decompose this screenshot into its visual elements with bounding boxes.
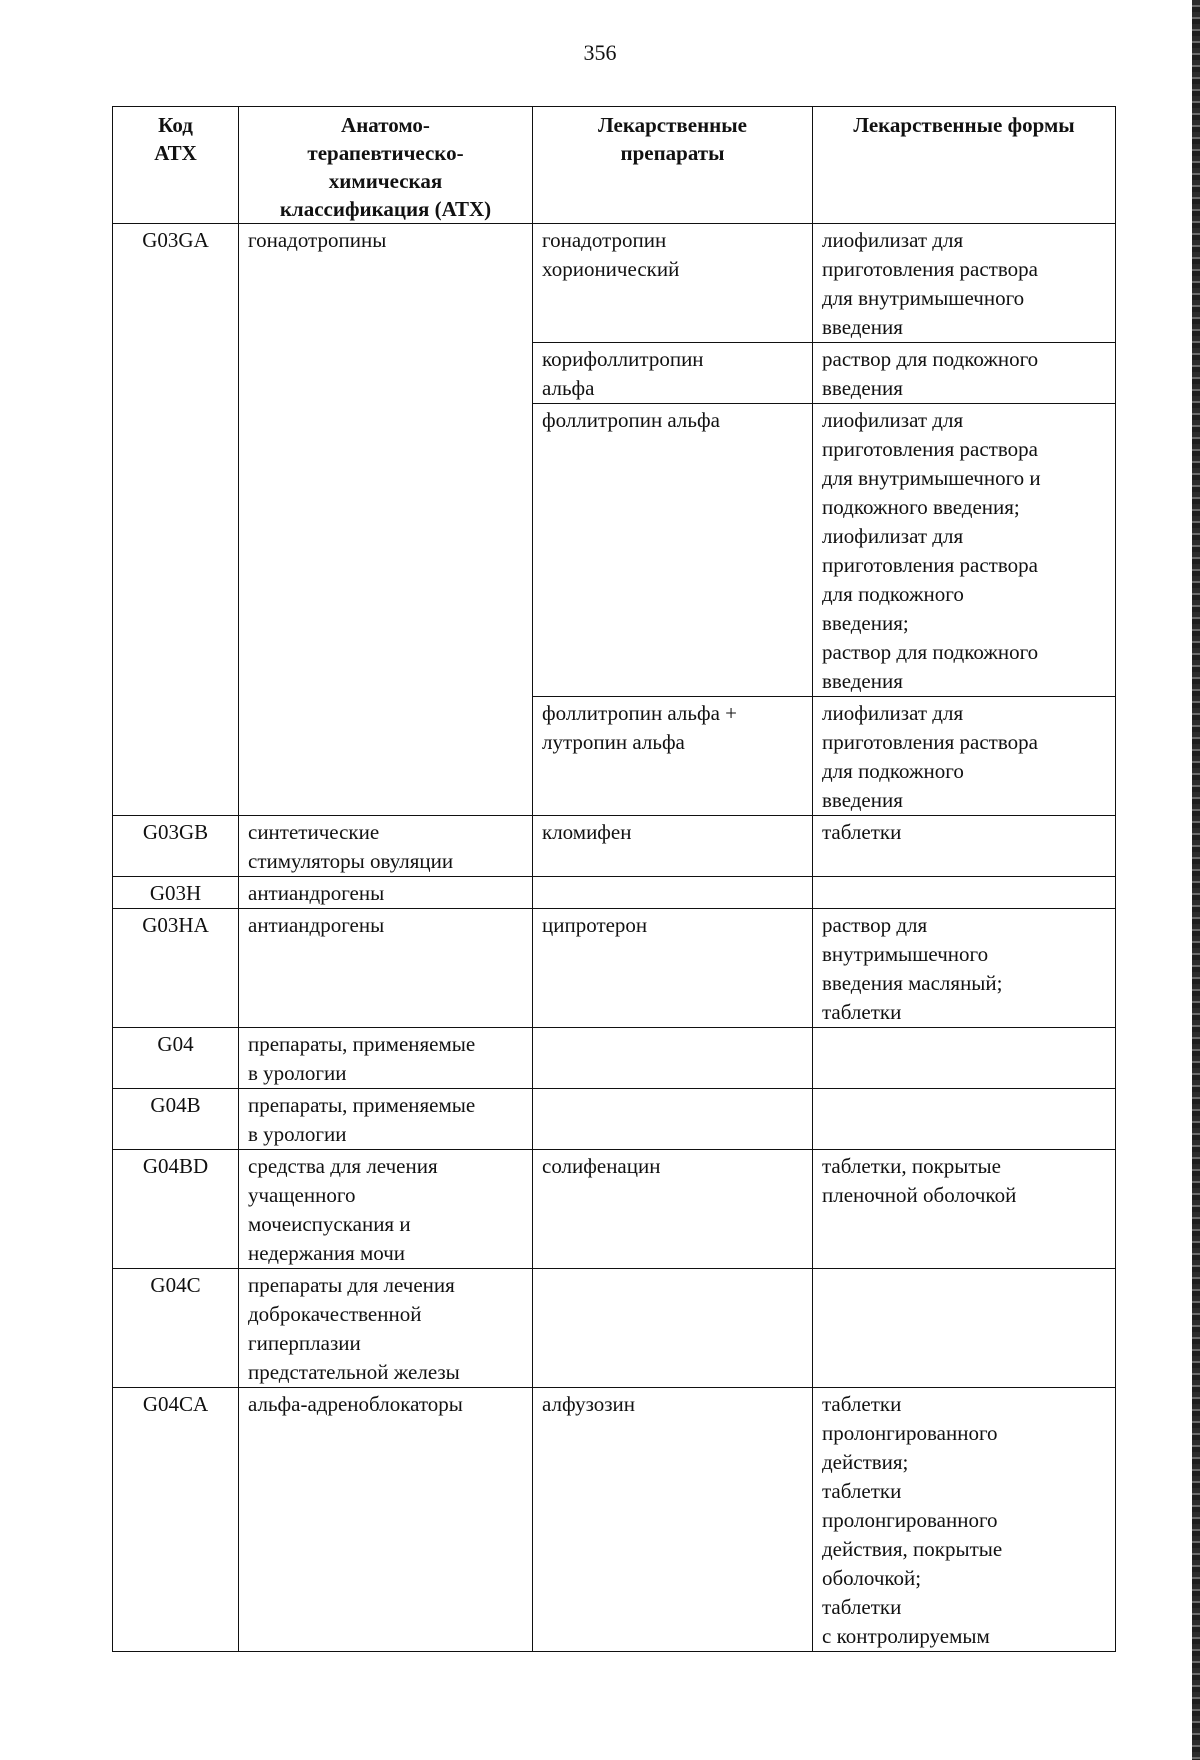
atc-code: G04BD	[113, 1150, 239, 1269]
atc-classification: препараты, применяемые в урологии	[239, 1028, 533, 1089]
drug-form: раствор для подкожного введения	[813, 343, 1116, 404]
table-row	[113, 1388, 1116, 1652]
drug-form: лиофилизат для приготовления раствора для подкожного введения	[813, 697, 1116, 816]
atc-code: G04C	[113, 1269, 239, 1388]
table-row	[113, 1269, 1116, 1388]
drug-name: корифоллитропин альфа	[533, 343, 813, 404]
drug-name: гонадотропин хорионический	[533, 224, 813, 343]
drug-form: таблетки, покрытые пленочной оболочкой	[813, 1150, 1116, 1269]
drug-form: таблетки	[813, 816, 1116, 877]
table-row	[113, 816, 1116, 877]
drug-name: фоллитропин альфа	[533, 404, 813, 697]
page-number: 356	[583, 40, 617, 65]
drug-form: лиофилизат для приготовления раствора для внутримышечного введения	[813, 224, 1116, 343]
table-row	[113, 1028, 1116, 1089]
drug-form: лиофилизат для приготовления раствора для внутримышечного и подкожного введения; лиофилизат для приготовления раствора для подкожного введения; раствор для подкожного введения	[813, 404, 1116, 697]
atc-code: G03GB	[113, 816, 239, 877]
atc-drug-table	[112, 106, 1116, 1652]
drug-name: фоллитропин альфа + лутропин альфа	[533, 697, 813, 816]
drug-name	[533, 877, 813, 909]
atc-code: G03H	[113, 877, 239, 909]
drug-name: кломифен	[533, 816, 813, 877]
drug-form	[813, 1269, 1116, 1388]
atc-classification: препараты для лечения доброкачественной гиперплазии предстательной железы	[239, 1269, 533, 1388]
atc-classification: синтетические стимуляторы овуляции	[239, 816, 533, 877]
atc-classification: антиандрогены	[239, 877, 533, 909]
header-drugs: Лекарственные препараты	[533, 107, 813, 224]
drug-form	[813, 1089, 1116, 1150]
atc-code: G04CA	[113, 1388, 239, 1652]
table-header-row	[113, 107, 1116, 224]
drug-name	[533, 1028, 813, 1089]
table-row	[113, 1089, 1116, 1150]
atc-classification: средства для лечения учащенного мочеиспускания и недержания мочи	[239, 1150, 533, 1269]
atc-classification: альфа-адреноблокаторы	[239, 1388, 533, 1652]
scan-edge-border	[1192, 0, 1200, 1760]
drug-form	[813, 877, 1116, 909]
table-row	[113, 877, 1116, 909]
table-row	[113, 224, 1116, 343]
atc-classification: препараты, применяемые в урологии	[239, 1089, 533, 1150]
drug-form: таблетки пролонгированного действия; таблетки пролонгированного действия, покрытые оболочкой; таблетки с контролируемым	[813, 1388, 1116, 1652]
atc-code: G03GA	[113, 224, 239, 816]
drug-name: ципротерон	[533, 909, 813, 1028]
atc-classification: гонадотропины	[239, 224, 533, 816]
drug-name: солифенацин	[533, 1150, 813, 1269]
drug-name: алфузозин	[533, 1388, 813, 1652]
header-code: Код АТХ	[113, 107, 239, 224]
atc-code: G04	[113, 1028, 239, 1089]
drug-name	[533, 1269, 813, 1388]
drug-name	[533, 1089, 813, 1150]
table-row	[113, 1150, 1116, 1269]
atc-classification: антиандрогены	[239, 909, 533, 1028]
header-forms: Лекарственные формы	[813, 107, 1116, 224]
atc-code: G03HA	[113, 909, 239, 1028]
atc-code: G04B	[113, 1089, 239, 1150]
header-classification: Анатомо- терапевтическо- химическая классификация (АТХ)	[239, 107, 533, 224]
table-row	[113, 909, 1116, 1028]
drug-form: раствор для внутримышечного введения масляный; таблетки	[813, 909, 1116, 1028]
drug-form	[813, 1028, 1116, 1089]
